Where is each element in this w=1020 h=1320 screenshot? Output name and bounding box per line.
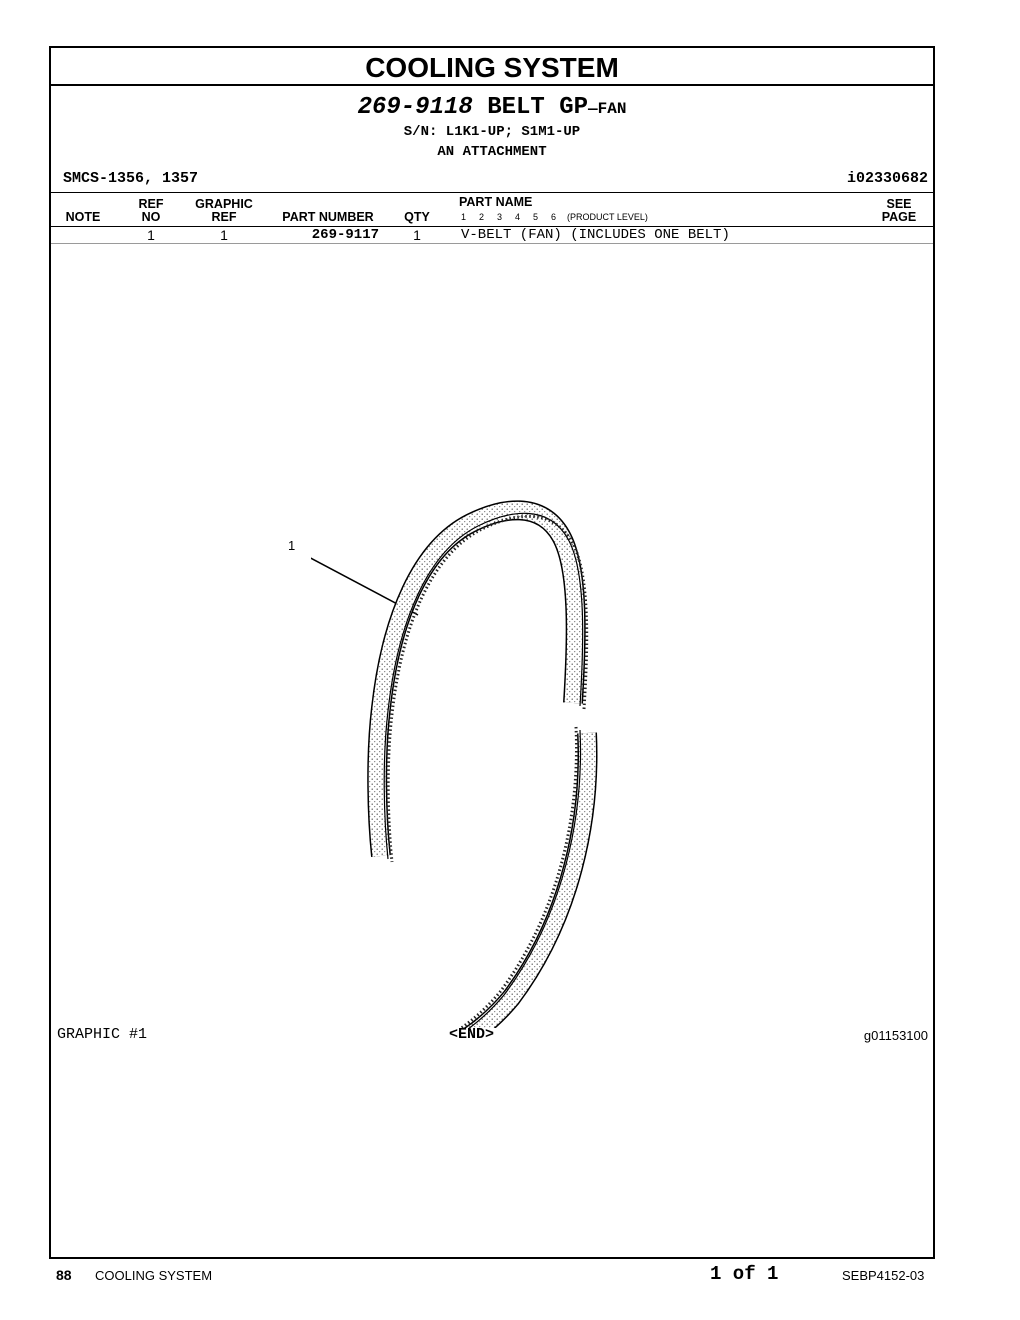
row-rule	[51, 243, 933, 244]
callout-number: 1	[288, 538, 296, 553]
col-see-bottom: PAGE	[881, 210, 917, 224]
level-6: 6	[551, 212, 557, 222]
col-part-number: PART NUMBER	[282, 210, 374, 224]
footer-document-id: SEBP4152-03	[842, 1268, 925, 1283]
col-part-name: PART NAME	[459, 195, 533, 209]
col-qty: QTY	[404, 210, 430, 224]
col-note: NOTE	[65, 210, 101, 224]
info-id: i02330682	[846, 170, 928, 187]
col-ref-top: REF	[138, 197, 164, 211]
parts-page-frame	[49, 46, 935, 1259]
col-graphic-top: GRAPHIC	[195, 197, 253, 211]
level-1: 1	[461, 212, 467, 222]
footer-page-number: 88	[56, 1267, 72, 1283]
attachment-label: AN ATTACHMENT	[437, 144, 547, 160]
cell-part-number: 269-9117	[311, 227, 379, 243]
group-heading	[51, 94, 933, 121]
cell-part-name: V-BELT (FAN) (INCLUDES ONE BELT)	[461, 227, 730, 243]
product-level-label: (PRODUCT LEVEL)	[567, 212, 648, 222]
cell-ref-no: 1	[147, 227, 155, 243]
cell-qty: 1	[413, 227, 421, 243]
header-rule-top	[51, 192, 933, 193]
level-2: 2	[479, 212, 485, 222]
footer-page-of: 1 of 1	[710, 1263, 779, 1285]
level-4: 4	[515, 212, 521, 222]
level-3: 3	[497, 212, 503, 222]
serial-numbers: S/N: L1K1-UP; S1M1-UP	[403, 124, 581, 140]
v-belt-illustration	[311, 448, 711, 1028]
page-title: COOLING SYSTEM	[51, 48, 933, 86]
group-part-number: 269-9118	[357, 94, 473, 121]
graphic-label: GRAPHIC #1	[57, 1026, 148, 1043]
level-5: 5	[533, 212, 539, 222]
cell-graphic-ref: 1	[220, 227, 228, 243]
smcs-codes: SMCS-1356, 1357	[63, 170, 199, 187]
graphic-id: g01153100	[863, 1028, 928, 1043]
group-name: BELT GP	[487, 94, 589, 121]
col-see-top: SEE	[886, 197, 912, 211]
group-suffix: —FAN	[588, 100, 627, 118]
col-graphic-bottom: REF	[211, 210, 237, 224]
end-marker: <END>	[449, 1026, 495, 1043]
footer-section: COOLING SYSTEM	[95, 1268, 213, 1283]
col-ref-bottom: NO	[141, 210, 161, 224]
